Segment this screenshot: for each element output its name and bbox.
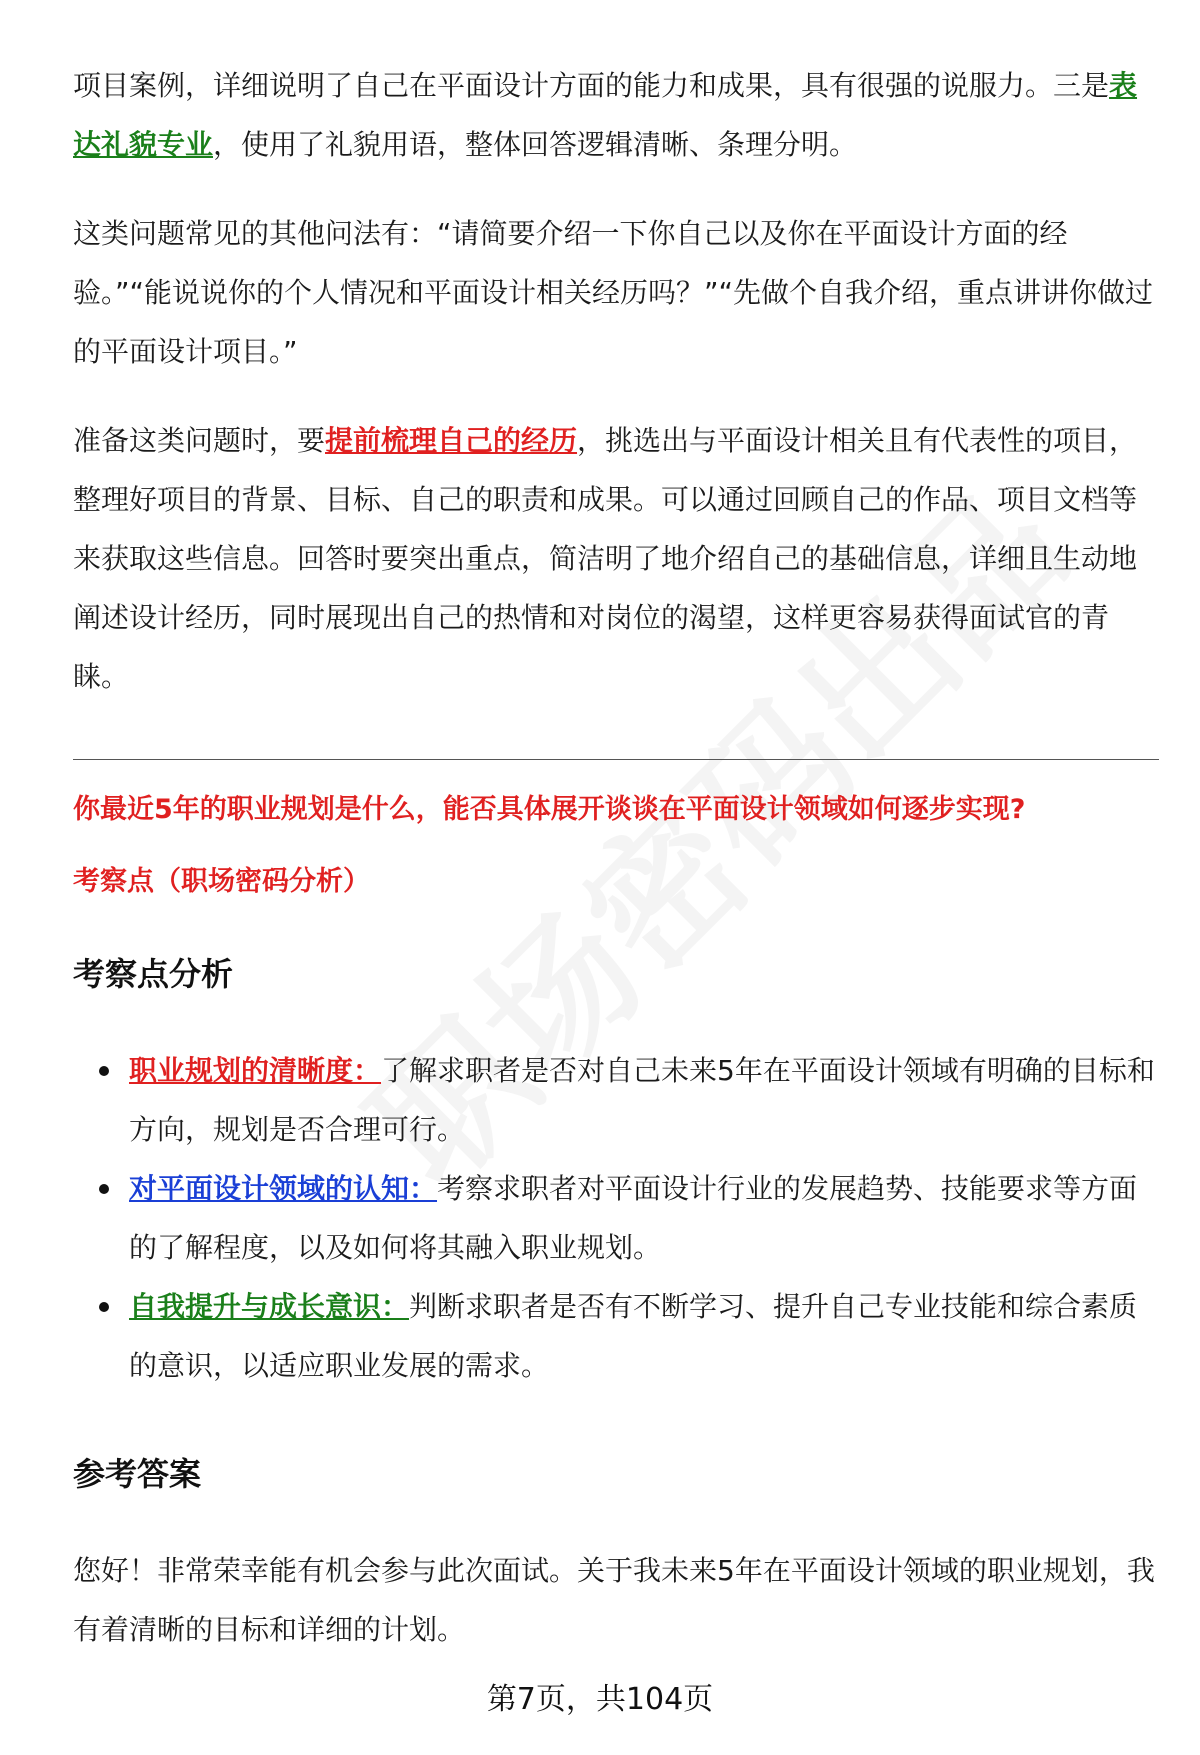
bullet-icon [99, 1184, 109, 1194]
bullet-icon [99, 1302, 109, 1312]
intro-section [73, 56, 1159, 706]
paragraph-3 [73, 411, 1159, 706]
bullet-text: 考察求职者对平面设计行业的发展趋势、技能要求等方面的了解程度，以及如何将其融入职业规划。 [129, 1172, 1138, 1264]
list-item [73, 1277, 1159, 1395]
paragraph-1-text-c: ，使用了礼貌用语，整体回答逻辑清晰、条理分明。 [213, 128, 858, 161]
list-item [73, 1159, 1159, 1277]
bullet-title-growth: 自我提升与成长意识： [129, 1290, 410, 1323]
analysis-heading: 考察点分析 [73, 955, 234, 993]
paragraph-3-text-a: 准备这类问题时，要 [73, 424, 326, 457]
paragraph-2: 这类问题常见的其他问法有：“请简要介绍一下你自己以及你在平面设计方面的经验。”“能说说你的个人情况和平面设计相关经历吗？”“先做个自我介绍，重点讲讲你做过的平面设计项目。” [73, 217, 1154, 368]
section-divider [73, 759, 1159, 760]
bullet-text: 判断求职者是否有不断学习、提升自己专业技能和综合素质的意识，以适应职业发展的需求。 [129, 1290, 1138, 1382]
assessment-label: 考察点（职场密码分析） [73, 866, 370, 897]
answer-text: 您好！非常荣幸能有机会参与此次面试。关于我未来5年在平面设计领域的职业规划，我有着清晰的目标和详细的计划。 [73, 1554, 1155, 1646]
answer-heading: 参考答案 [73, 1455, 202, 1493]
highlight-polite-professional: 表达礼貌专业 [73, 69, 1138, 161]
list-item [73, 1041, 1159, 1159]
analysis-list [73, 1041, 1159, 1395]
paragraph-3-text-c: ，挑选出与平面设计相关且有代表性的项目，整理好项目的背景、目标、自己的职责和成果。可以通过回顾自己的作品、项目文档等来获取这些信息。回答时要突出重点，简洁明了地介绍自己的基础信息，详细且生动地阐述设计经历，同时展现出自己的热情和对岗位的渴望，这样更容易获得面试官的青睐。 [73, 424, 1138, 693]
highlight-sort-experience: 提前梳理自己的经历 [325, 424, 578, 457]
paragraph-1-text-a: 项目案例，详细说明了自己在平面设计方面的能力和成果，具有很强的说服力。三是 [73, 69, 1110, 102]
bullet-title-clarity: 职业规划的清晰度： [129, 1054, 382, 1087]
bullet-icon [99, 1066, 109, 1076]
bullet-title-cognition: 对平面设计领域的认知： [129, 1172, 438, 1205]
interview-question: 你最近5年的职业规划是什么，能否具体展开谈谈在平面设计领域如何逐步实现? [73, 794, 1026, 825]
page-number: 第7页，共104页 [486, 1682, 714, 1717]
bullet-text: 了解求职者是否对自己未来5年在平面设计领域有明确的目标和方向，规划是否合理可行。 [129, 1054, 1155, 1146]
paragraph-1 [73, 56, 1159, 174]
